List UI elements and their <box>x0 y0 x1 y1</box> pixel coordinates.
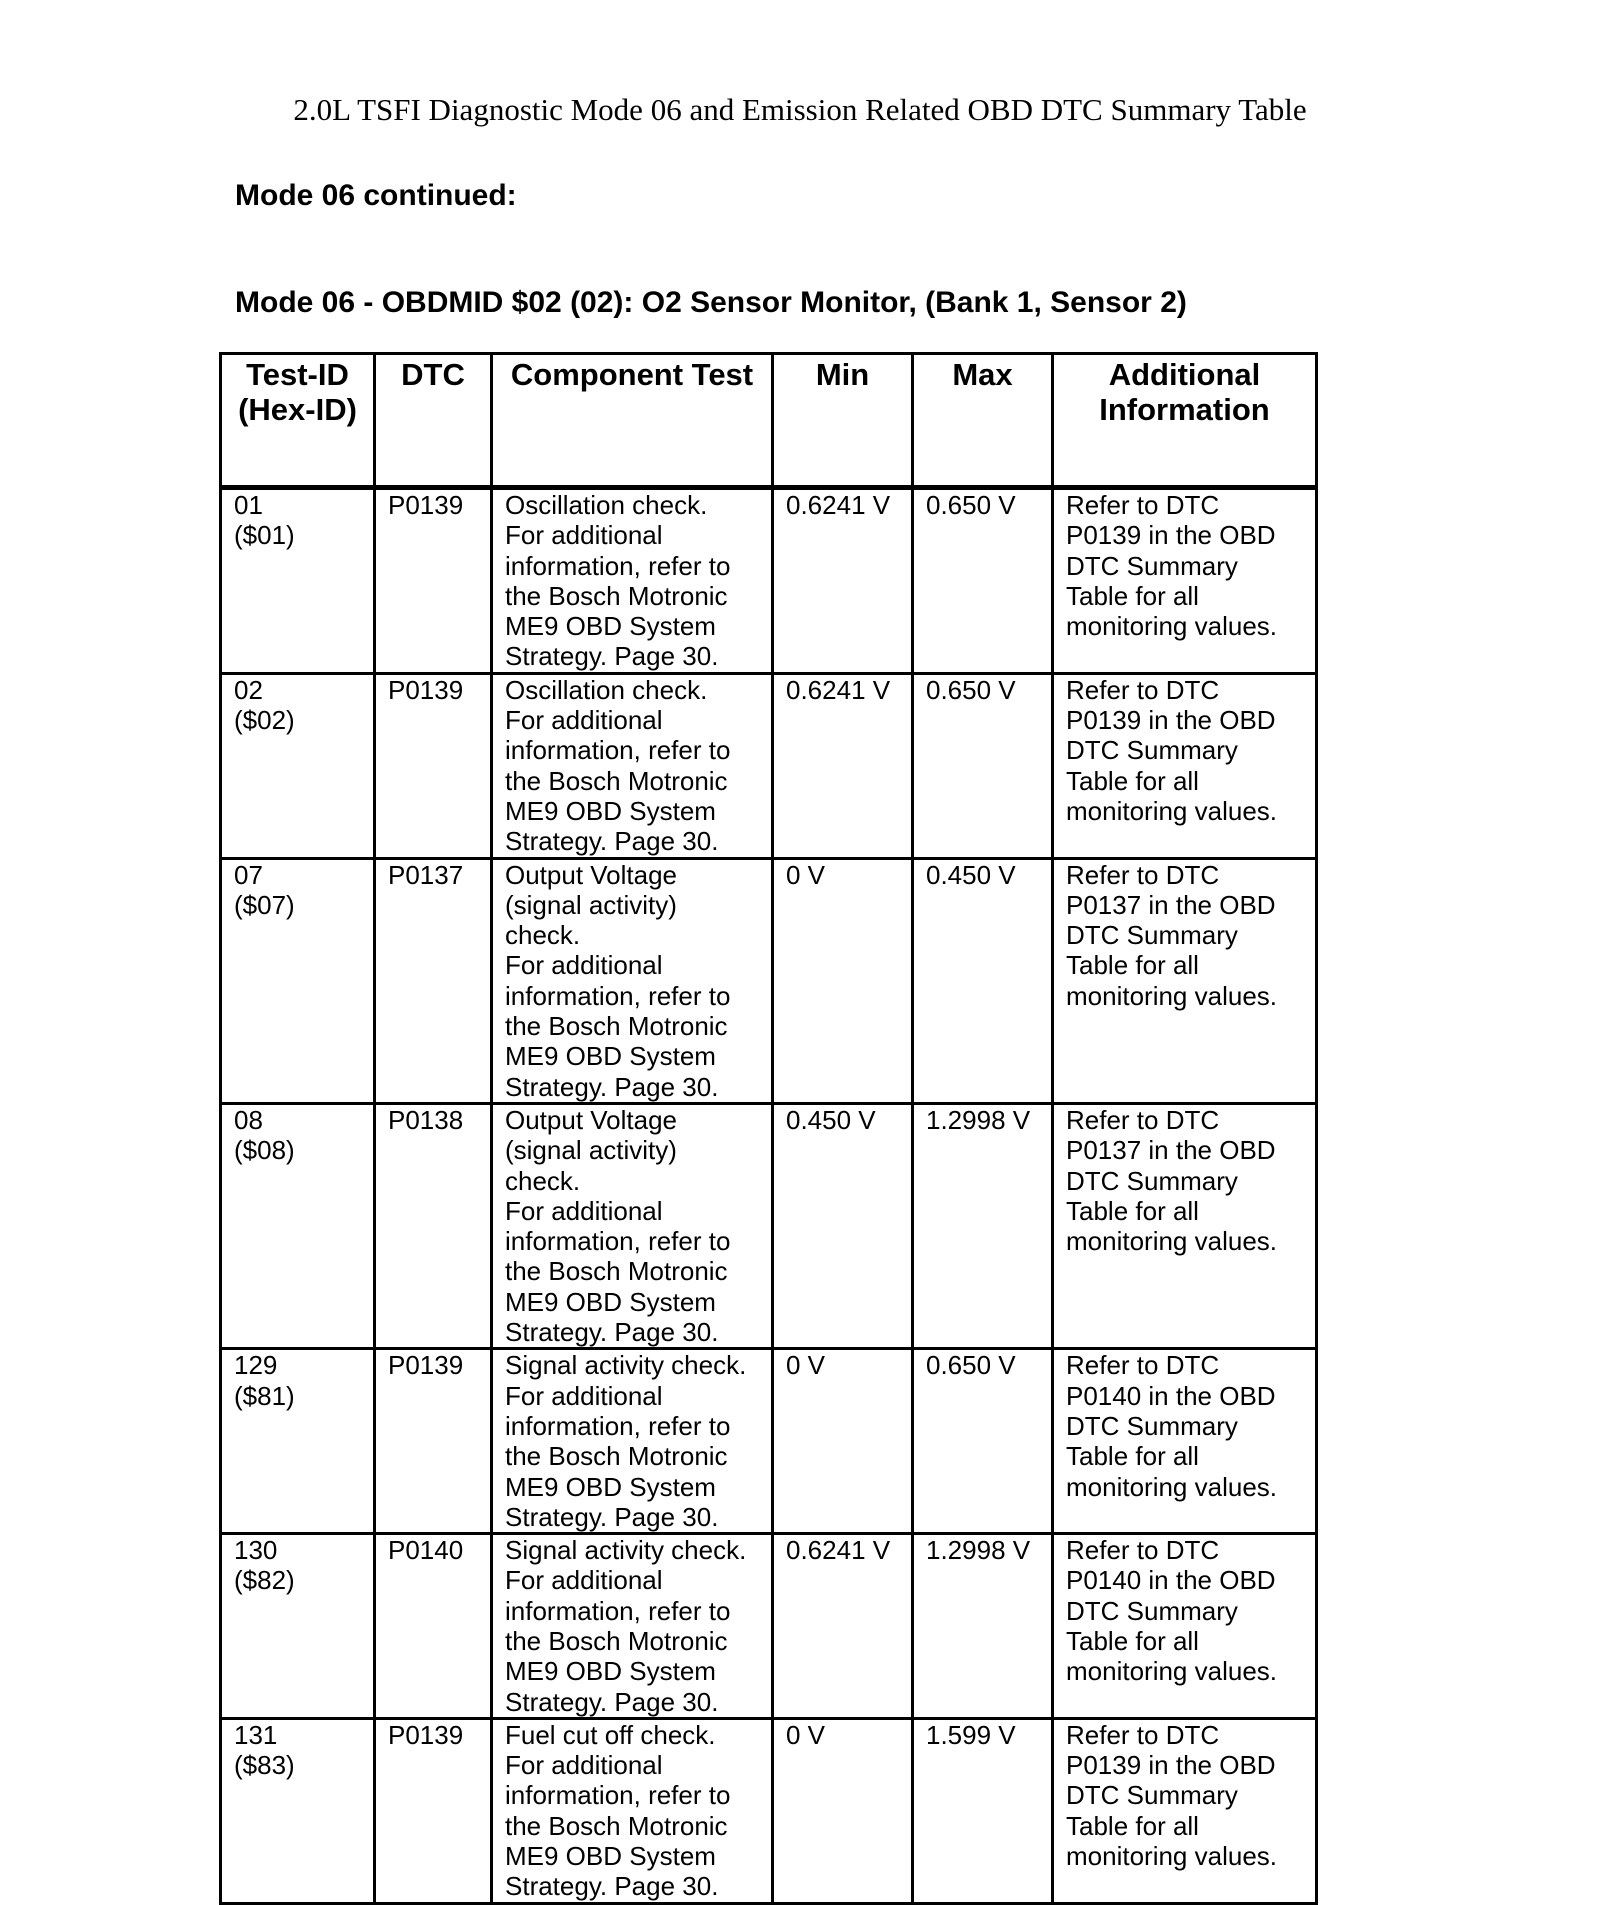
header-test-id: Test-ID (Hex-ID) <box>221 354 375 488</box>
cell-dtc: P0139 <box>375 488 492 674</box>
cell-test-id: 02 ($02) <box>221 673 375 858</box>
cell-min: 0.6241 V <box>773 673 913 858</box>
cell-component-test: Output Voltage (signal activity) check. For additional information, refer to the Bosch Motronic ME9 OBD System Strategy. Page 30. <box>492 1103 773 1348</box>
cell-max: 0.650 V <box>913 673 1053 858</box>
cell-max: 1.599 V <box>913 1718 1053 1903</box>
header-component-test: Component Test <box>492 354 773 488</box>
cell-dtc: P0139 <box>375 1718 492 1903</box>
cell-component-test: Oscillation check. For additional information, refer to the Bosch Motronic ME9 OBD System Strategy. Page 30. <box>492 488 773 674</box>
cell-dtc: P0140 <box>375 1534 492 1719</box>
section-heading: Mode 06 continued: <box>235 179 517 212</box>
table-row <box>221 1534 1317 1719</box>
table-row <box>221 673 1317 858</box>
cell-component-test: Oscillation check. For additional information, refer to the Bosch Motronic ME9 OBD System Strategy. Page 30. <box>492 673 773 858</box>
mode06-summary-table <box>219 352 1318 1905</box>
monitor-heading: Mode 06 - OBDMID $02 (02): O2 Sensor Monitor, (Bank 1, Sensor 2) <box>235 286 1187 319</box>
cell-dtc: P0137 <box>375 858 492 1103</box>
header-max: Max <box>913 354 1053 488</box>
cell-test-id: 01 ($01) <box>221 488 375 674</box>
table-row <box>221 488 1317 674</box>
cell-additional-info: Refer to DTC P0137 in the OBD DTC Summary Table for all monitoring values. <box>1053 1103 1317 1348</box>
cell-min: 0 V <box>773 858 913 1103</box>
cell-min: 0.450 V <box>773 1103 913 1348</box>
cell-dtc: P0138 <box>375 1103 492 1348</box>
cell-max: 1.2998 V <box>913 1103 1053 1348</box>
table-row <box>221 1349 1317 1534</box>
cell-min: 0 V <box>773 1718 913 1903</box>
table-row <box>221 1718 1317 1903</box>
cell-component-test: Signal activity check. For additional information, refer to the Bosch Motronic ME9 OBD System Strategy. Page 30. <box>492 1534 773 1719</box>
table-row <box>221 1103 1317 1348</box>
cell-max: 0.650 V <box>913 488 1053 674</box>
table-row <box>221 858 1317 1103</box>
table-header-row <box>221 354 1317 488</box>
cell-min: 0.6241 V <box>773 488 913 674</box>
cell-component-test: Output Voltage (signal activity) check. For additional information, refer to the Bosch Motronic ME9 OBD System Strategy. Page 30. <box>492 858 773 1103</box>
header-dtc: DTC <box>375 354 492 488</box>
cell-additional-info: Refer to DTC P0137 in the OBD DTC Summary Table for all monitoring values. <box>1053 858 1317 1103</box>
cell-component-test: Fuel cut off check. For additional information, refer to the Bosch Motronic ME9 OBD System Strategy. Page 30. <box>492 1718 773 1903</box>
cell-test-id: 08 ($08) <box>221 1103 375 1348</box>
cell-max: 0.450 V <box>913 858 1053 1103</box>
cell-test-id: 131 ($83) <box>221 1718 375 1903</box>
cell-additional-info: Refer to DTC P0139 in the OBD DTC Summary Table for all monitoring values. <box>1053 673 1317 858</box>
cell-test-id: 07 ($07) <box>221 858 375 1103</box>
cell-additional-info: Refer to DTC P0140 in the OBD DTC Summary Table for all monitoring values. <box>1053 1534 1317 1719</box>
cell-additional-info: Refer to DTC P0139 in the OBD DTC Summary Table for all monitoring values. <box>1053 488 1317 674</box>
cell-min: 0 V <box>773 1349 913 1534</box>
cell-test-id: 130 ($82) <box>221 1534 375 1719</box>
cell-additional-info: Refer to DTC P0139 in the OBD DTC Summary Table for all monitoring values. <box>1053 1718 1317 1903</box>
cell-min: 0.6241 V <box>773 1534 913 1719</box>
cell-component-test: Signal activity check. For additional information, refer to the Bosch Motronic ME9 OBD System Strategy. Page 30. <box>492 1349 773 1534</box>
cell-dtc: P0139 <box>375 1349 492 1534</box>
cell-max: 0.650 V <box>913 1349 1053 1534</box>
cell-max: 1.2998 V <box>913 1534 1053 1719</box>
document-header: 2.0L TSFI Diagnostic Mode 06 and Emission Related OBD DTC Summary Table <box>293 92 1307 127</box>
cell-additional-info: Refer to DTC P0140 in the OBD DTC Summary Table for all monitoring values. <box>1053 1349 1317 1534</box>
cell-dtc: P0139 <box>375 673 492 858</box>
header-additional-info: Additional Information <box>1053 354 1317 488</box>
cell-test-id: 129 ($81) <box>221 1349 375 1534</box>
header-min: Min <box>773 354 913 488</box>
